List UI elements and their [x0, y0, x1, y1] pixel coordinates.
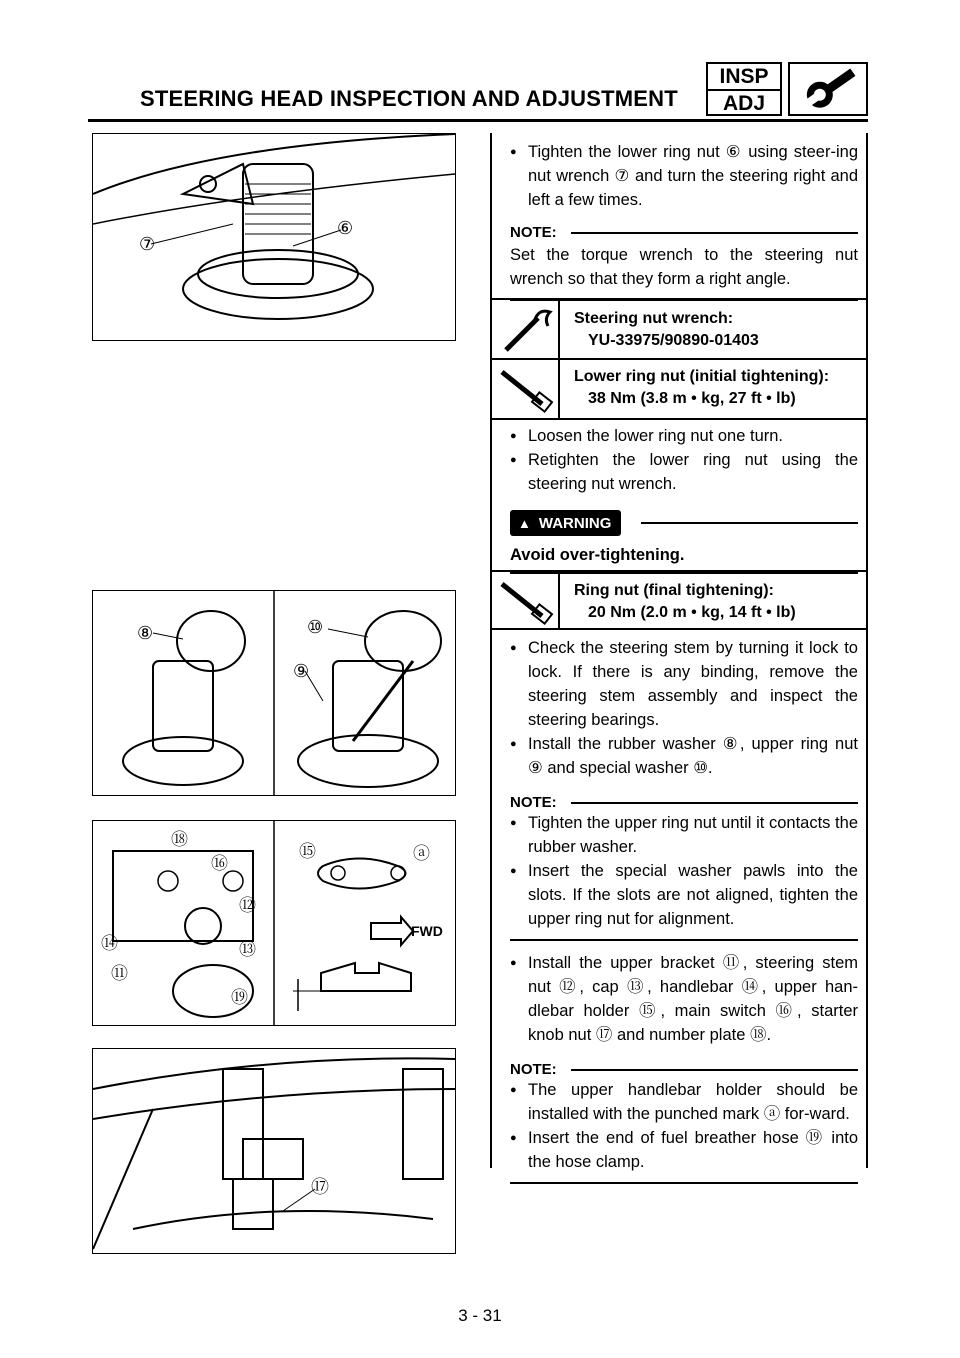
tool-spec	[574, 308, 759, 352]
torque2-title: Ring nut (final tightening):	[574, 582, 774, 599]
note-header-3	[510, 1061, 858, 1078]
step-retighten: ● Retighten the lower ring nut using the steering nut wrench.	[510, 448, 858, 496]
callout-16: ⑯	[211, 854, 228, 873]
torque-spec-1	[574, 366, 829, 410]
note-header-2	[510, 794, 858, 811]
step-loosen: ● Loosen the lower ring nut one turn.	[510, 424, 858, 448]
spec-divider	[558, 572, 560, 628]
torque-wrench-icon-2	[498, 578, 554, 631]
instruction-block-3	[510, 636, 858, 1184]
step-install-rubber-washer: ● Install the rubber washer ⑧, upper ring nut ⑨ and special washer ⑩.	[510, 732, 858, 780]
callout-9: ⑨	[293, 661, 310, 681]
note-2-item-2: ● Insert the special washer pawls into the slots. If the slots are not aligned, tighten the upper ring nut for alignment.	[510, 859, 858, 931]
figure-3-drawing	[93, 821, 455, 1025]
rule	[492, 358, 866, 360]
wrench-icon	[788, 62, 868, 116]
rule	[492, 628, 866, 630]
fwd-label: FWD	[411, 923, 443, 939]
spec-divider	[558, 300, 560, 420]
warning-label: WARNING	[538, 514, 612, 532]
warning-badge	[510, 510, 621, 536]
callout-7: ⑦	[139, 234, 156, 254]
title-rule	[88, 119, 868, 122]
tool-icon	[498, 306, 554, 359]
tool-part-number: YU-33975/90890-01403	[588, 332, 759, 349]
torque1-value: 38 Nm (3.8 m • kg, 27 ft • lb)	[588, 390, 796, 407]
page-title: STEERING HEAD INSPECTION AND ADJUSTMENT	[140, 86, 678, 111]
callout-18: ⑱	[171, 830, 188, 849]
torque-wrench-icon-1	[498, 366, 554, 419]
callout-12: ⑫	[239, 896, 256, 915]
note-3-item-2: ● Insert the end of fuel breather hose ⑲ into the hose clamp.	[510, 1126, 858, 1174]
torque-spec-2	[574, 580, 796, 624]
tool-title: Steering nut wrench:	[574, 310, 734, 327]
note-label: NOTE:	[510, 224, 557, 241]
note-2-item-1: ● Tighten the upper ring nut until it contacts the rubber washer.	[510, 811, 858, 859]
callout-19: ⑲	[231, 988, 248, 1007]
callout-14: ⑭	[101, 934, 118, 953]
badge-top: INSP	[708, 64, 780, 91]
warning-text: Avoid over-tightening.	[510, 546, 685, 564]
step-tighten-lower-ring-nut: ● Tighten the lower ring nut ⑥ using steer-ing nut wrench ⑦ and turn the steering right and left a few times.	[510, 140, 858, 212]
warning-header	[510, 510, 858, 536]
page-number: 3 - 31	[458, 1306, 502, 1325]
callout-6: ⑥	[337, 218, 354, 238]
note-3-item-1: ● The upper handlebar holder should be installed with the punched mark ⓐ for-ward.	[510, 1078, 858, 1126]
note-label: NOTE:	[510, 1061, 557, 1078]
torque1-title: Lower ring nut (initial tightening):	[574, 368, 830, 385]
column-divider-left	[490, 133, 492, 1168]
note-3-end-rule	[510, 1182, 858, 1184]
rule	[492, 298, 866, 300]
badge-bottom: ADJ	[722, 92, 765, 115]
figure-starter-knob	[92, 1048, 456, 1254]
callout-a: ⓐ	[413, 844, 430, 863]
figure-lower-ring-nut	[92, 133, 456, 341]
warning-triangle-icon: ▲	[518, 515, 531, 531]
note-header-1	[510, 224, 858, 241]
warning-end-rule	[510, 572, 858, 574]
insp-adj-badge	[706, 62, 782, 116]
figure-2-drawing	[93, 591, 455, 795]
instruction-column	[510, 140, 858, 301]
column-divider-right	[866, 133, 868, 1168]
rule	[492, 418, 866, 420]
figure-upper-bracket	[92, 820, 456, 1026]
instruction-block-2	[510, 424, 858, 574]
callout-11: ⑪	[111, 964, 128, 983]
note-label: NOTE:	[510, 794, 557, 811]
note-2-end-rule	[510, 939, 858, 941]
callout-10: ⑩	[307, 617, 324, 637]
torque2-value: 20 Nm (2.0 m • kg, 14 ft • lb)	[588, 604, 796, 621]
callout-13: ⑬	[239, 940, 256, 959]
callout-8: ⑧	[137, 623, 154, 643]
figure-upper-ring-nut	[92, 590, 456, 796]
callout-17: ⑰	[311, 1177, 329, 1197]
step-check-steering-stem: ● Check the steering stem by turning it lock to lock. If there is any binding, remove the steering stem assembly and inspect the steering bearings.	[510, 636, 858, 732]
rule	[492, 570, 866, 572]
step-install-upper-bracket: ● Install the upper bracket ⑪, steering stem nut ⑫, cap ⑬, handlebar ⑭, upper han-dlebar holder ⑮, main switch ⑯, starter knob nut ⑰ and number plate ⑱.	[510, 951, 858, 1047]
note-1-text: Set the torque wrench to the steering nut wrench so that they form a right angle.	[510, 246, 858, 288]
figure-4-drawing	[93, 1049, 455, 1253]
callout-15: ⑮	[299, 842, 316, 861]
